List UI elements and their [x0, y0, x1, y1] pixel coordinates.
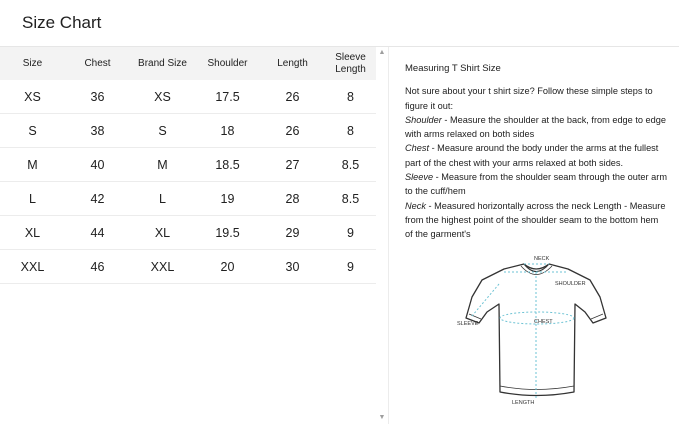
measuring-intro: Not sure about your t shirt size? Follow these simple steps to figure it out:: [405, 86, 653, 111]
table-row: [0, 114, 376, 148]
measuring-shoulder: [405, 113, 667, 142]
table-cell: 30: [260, 250, 325, 284]
table-cell: 38: [65, 114, 130, 148]
table-cell: 8.5: [325, 148, 376, 182]
table-cell: 29: [260, 216, 325, 250]
diagram-label-length: LENGTH: [512, 400, 535, 406]
table-cell: 8: [325, 114, 376, 148]
table-cell: 36: [65, 80, 130, 114]
sleeve-term: Sleeve: [405, 172, 434, 183]
table-cell: 20: [195, 250, 260, 284]
column-header-brand-size: Brand Size: [138, 57, 187, 69]
neck-term: Neck: [405, 200, 426, 211]
table-row: [0, 216, 376, 250]
sleeve-text: - Measure from the shoulder seam through the outer arm to the cuff/hem: [405, 172, 667, 197]
table-cell: M: [0, 148, 65, 182]
vertical-scrollbar[interactable]: [376, 47, 388, 424]
table-cell: 9: [325, 250, 376, 284]
chest-text: - Measure around the body under the arms at the fullest part of the chest with your arms relaxed at both sides.: [405, 143, 659, 168]
table-cell: XL: [130, 216, 195, 250]
table-cell: 8: [325, 80, 376, 114]
table-cell: 19.5: [195, 216, 260, 250]
page-title: Size Chart: [22, 13, 102, 32]
table-row: [0, 80, 376, 114]
column-header-chest: Chest: [84, 57, 111, 69]
column-header-shoulder: Shoulder: [207, 57, 248, 69]
table-header-row: [0, 47, 376, 80]
diagram-label-sleeve: SLEEVE: [457, 321, 479, 327]
table-cell: 18: [195, 114, 260, 148]
table-cell: XXL: [130, 250, 195, 284]
table-cell: 19: [195, 182, 260, 216]
table-row: [0, 250, 376, 284]
table-cell: 17.5: [195, 80, 260, 114]
measuring-guide: [405, 62, 667, 242]
table-cell: XS: [130, 80, 195, 114]
table-cell: 40: [65, 148, 130, 182]
table-cell: XXL: [0, 250, 65, 284]
table-cell: 18.5: [195, 148, 260, 182]
table-cell: 26: [260, 114, 325, 148]
diagram-label-neck: NECK: [534, 256, 550, 262]
size-table: [0, 47, 376, 284]
chest-term: Chest: [405, 143, 430, 154]
table-cell: 26: [260, 80, 325, 114]
measuring-heading: Measuring T Shirt Size: [405, 63, 501, 74]
measuring-chest: [405, 141, 667, 170]
diagram-label-shoulder: SHOULDER: [555, 281, 586, 287]
table-cell: L: [130, 182, 195, 216]
table-cell: 44: [65, 216, 130, 250]
shoulder-term: Shoulder: [405, 114, 442, 125]
measuring-neck: [405, 199, 667, 242]
size-table-panel: [0, 47, 389, 424]
scroll-down-arrow-icon[interactable]: ▼: [378, 414, 386, 421]
table-cell: 9: [325, 216, 376, 250]
table-cell: XL: [0, 216, 65, 250]
table-cell: M: [130, 148, 195, 182]
table-cell: XS: [0, 80, 65, 114]
table-cell: 28: [260, 182, 325, 216]
table-cell: S: [130, 114, 195, 148]
header: [0, 0, 679, 47]
diagram-label-chest: CHEST: [534, 319, 553, 325]
table-cell: 27: [260, 148, 325, 182]
column-header-size: Size: [22, 57, 43, 69]
scroll-up-arrow-icon[interactable]: ▲: [378, 49, 386, 56]
neck-text: - Measured horizontally across the neck Length - Measure from the highest point of the shoulder seam to the bottom hem of the garment's: [405, 200, 666, 240]
table-cell: S: [0, 114, 65, 148]
tshirt-measurement-diagram: [452, 252, 617, 407]
table-row: [0, 148, 376, 182]
table-cell: L: [0, 182, 65, 216]
column-header-length: Length: [277, 57, 308, 69]
table-cell: 42: [65, 182, 130, 216]
table-cell: 8.5: [325, 182, 376, 216]
column-header-sleeve-length: Sleeve Length: [335, 51, 366, 75]
table-row: [0, 182, 376, 216]
table-cell: 46: [65, 250, 130, 284]
measuring-sleeve: [405, 170, 667, 199]
shoulder-text: - Measure the shoulder at the back, from edge to edge with arms relaxed on both sides: [405, 114, 666, 140]
